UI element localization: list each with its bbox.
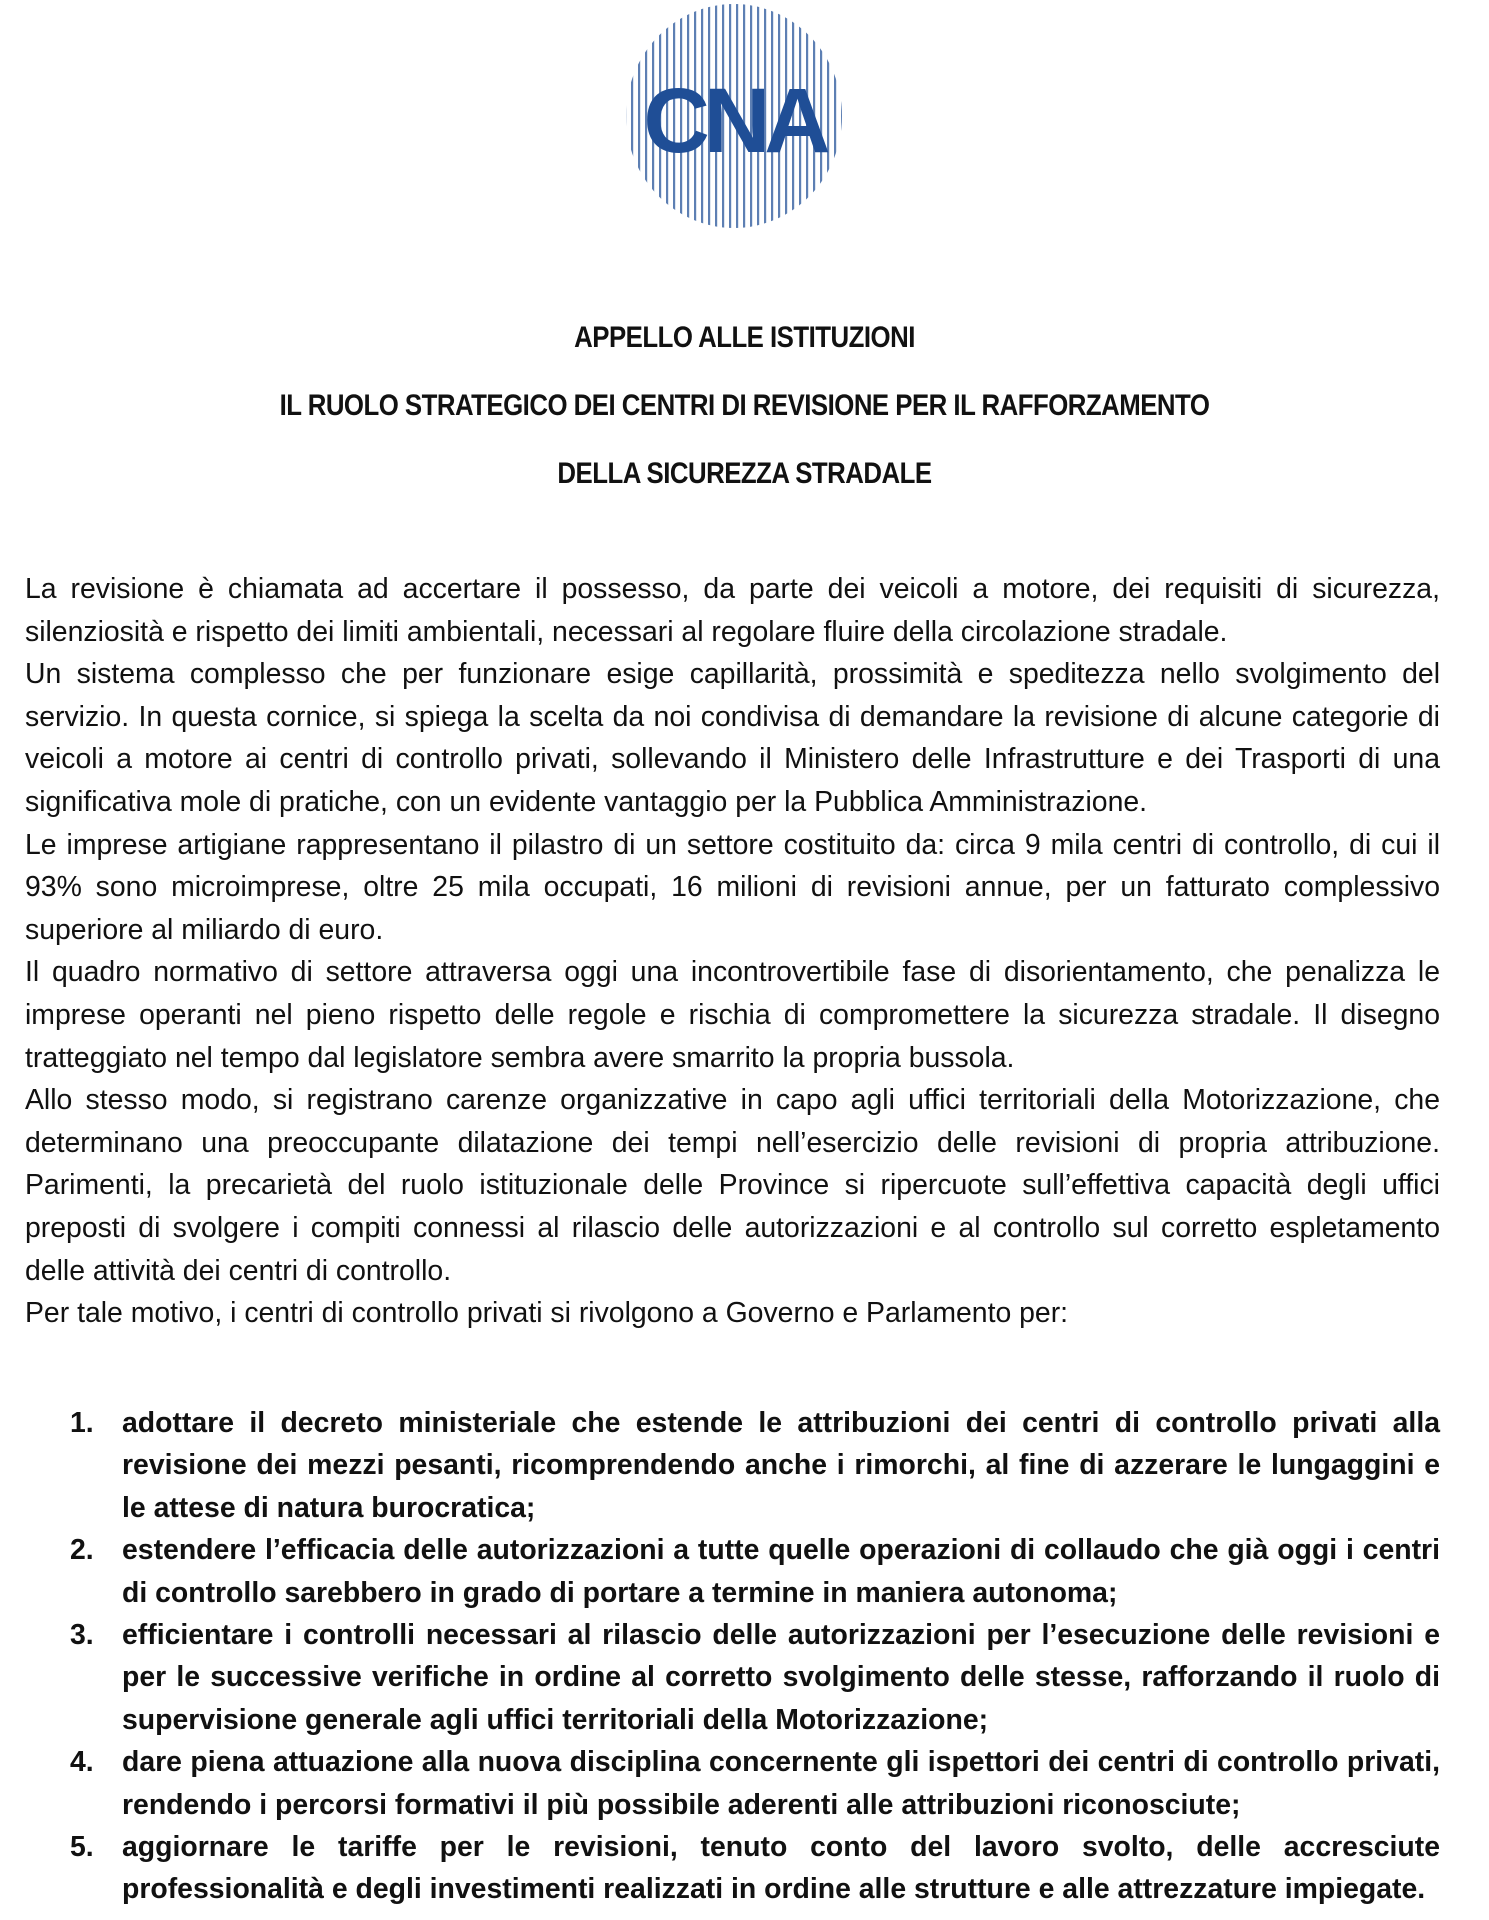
paragraph: Allo stesso modo, si registrano carenze organizzative in capo agli uffici territoriali della Motorizzazione, che determinano una preoccupante dilatazione dei tempi nell’esercizio delle revisioni di propria attribuzione. Parimenti, la precarietà del ruolo istituzionale delle Province si ripercuote sull’effettiva capacità degli uffici preposti di svolgere i compiti connessi al rilascio delle autorizzazioni e al controllo sul corretto espletamento delle attività dei centri di controllo. (25, 1084, 1440, 1287)
list-text: dare piena attuazione alla nuova disciplina concernente gli ispettori dei centri di controllo privati, rendendo i percorsi formativi il più possibile aderenti alle attribuzioni riconosciute; (122, 1746, 1440, 1821)
document-title (0, 318, 1489, 522)
paragraph: Un sistema complesso che per funzionare esige capillarità, prossimità e speditezza nello svolgimento del servizio. In questa cornice, si spiega la scelta da noi condivisa di demandare la revisione di alcune categorie di veicoli a motore ai centri di controllo privati, sollevando il Ministero delle Infrastrutture e dei Trasporti di una significativa mole di pratiche, con un evidente vantaggio per la Pubblica Amministrazione. (25, 658, 1440, 818)
paragraph: Per tale motivo, i centri di controllo privati si rivolgono a Governo e Parlamento per: (25, 1297, 1069, 1330)
title-line-1: APPELLO ALLE ISTITUZIONI (574, 321, 915, 354)
title-line-3: DELLA SICUREZZA STRADALE (557, 457, 932, 490)
logo-text: CNA (643, 70, 825, 172)
list-number: 3. (70, 1619, 94, 1652)
title-line-2: IL RUOLO STRATEGICO DEI CENTRI DI REVISIONE PER IL RAFFORZAMENTO (279, 389, 1210, 422)
list-number: 2. (70, 1534, 94, 1567)
list-number: 1. (70, 1407, 94, 1439)
list-item (70, 1826, 1440, 1911)
paragraph: Il quadro normativo di settore attraversa oggi una incontrovertibile fase di disorientamento, che penalizza le imprese operanti nel pieno rispetto delle regole e rischia di compromettere la sicurezza stradale. Il disegno tratteggiato nel tempo dal legislatore sembra avere smarrito la propria bussola. (25, 956, 1440, 1074)
body-text (25, 568, 1440, 1335)
list-item (70, 1614, 1440, 1741)
list-text: efficientare i controlli necessari al rilascio delle autorizzazioni per l’esecuzione delle revisioni e per le successive verifiche in ordine al corretto svolgimento delle stesse, rafforzando il ruolo di supervisione generale agli uffici territoriali della Motorizzazione; (122, 1619, 1440, 1736)
list-text: estendere l’efficacia delle autorizzazioni a tutte quelle operazioni di collaudo che già oggi i centri di controllo sarebbero in grado di portare a termine in maniera autonoma; (122, 1534, 1440, 1609)
cna-globe-logo-icon (624, 2, 844, 230)
list-number: 4. (70, 1746, 94, 1779)
paragraph: Le imprese artigiane rappresentano il pilastro di un settore costituito da: circa 9 mila centri di controllo, di cui il 93% sono microimprese, oltre 25 mila occupati, 16 milioni di revisioni annue, per un fatturato complessivo superiore al miliardo di euro. (25, 828, 1440, 946)
list-text: aggiornare le tariffe per le revisioni, tenuto conto del lavoro svolto, delle accresciute professionalità e degli investimenti realizzati in ordine alle strutture e alle attrezzature impiegate. (122, 1831, 1440, 1906)
requests-list (70, 1402, 1440, 1911)
list-item (70, 1741, 1440, 1826)
paragraph: La revisione è chiamata ad accertare il possesso, da parte dei veicoli a motore, dei requisiti di sicurezza, silenziosità e rispetto dei limiti ambientali, necessari al regolare fluire della circolazione stradale. (25, 573, 1440, 648)
list-number: 5. (70, 1831, 94, 1864)
list-item (70, 1402, 1440, 1529)
list-item (70, 1529, 1440, 1614)
list-text: adottare il decreto ministeriale che estende le attribuzioni dei centri di controllo privati alla revisione dei mezzi pesanti, ricomprendendo anche i rimorchi, al fine di azzerare le lungaggini e le attese di natura burocratica; (122, 1407, 1440, 1524)
cna-logo (624, 2, 844, 230)
